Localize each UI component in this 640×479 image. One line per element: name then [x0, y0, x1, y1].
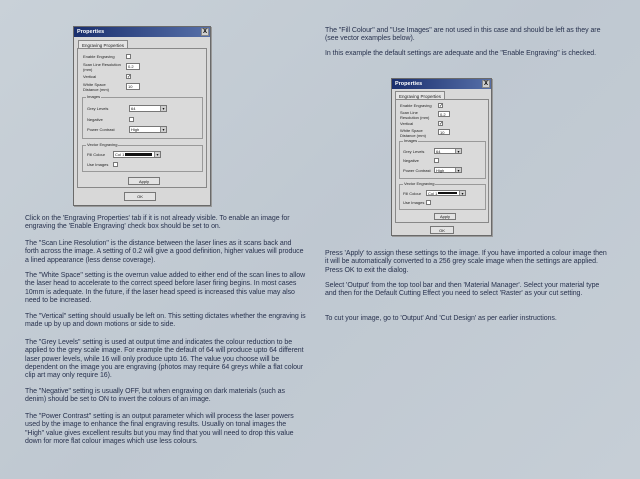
chevron-down-icon: ▾ — [154, 152, 160, 157]
right-paragraph-1: The "Fill Colour" and "Use Images" are not used in this case and should be left as they are (see vector examples below). — [325, 27, 601, 43]
left-paragraph-5: The "Grey Levels" setting is used at output time and indicates the colour reduction to be applied to the grey scale image. For example the default of 64 will produce upto 64 different laser power levels, while 16 will only produce upto 16. The value you choose will be dependent on the image you are engraving (photos may require 64 greys while a flat colour clip art may only require 16). — [25, 339, 304, 380]
fill-colour-value: Col 1 — [115, 152, 125, 157]
right-paragraph-5: To cut your image, go to 'Output' And 'Cut Design' as per earlier instructions. — [325, 315, 557, 322]
apply-button[interactable]: Apply — [434, 213, 456, 220]
close-icon[interactable]: X — [483, 81, 488, 87]
vector-engraving-group — [399, 181, 486, 210]
dialog-titlebar — [74, 27, 210, 37]
scan-line-input[interactable]: 0.2 — [126, 63, 140, 70]
tab-engraving-properties[interactable]: Engraving Properties — [78, 40, 128, 49]
fill-colour-select[interactable] — [113, 151, 161, 158]
engraving-panel — [395, 99, 489, 223]
tab-engraving-properties[interactable]: Engraving Properties — [395, 91, 445, 100]
fill-colour-label: Fill Colour — [403, 191, 422, 196]
power-contrast-value: High — [131, 127, 140, 132]
grey-levels-label: Grey Levels — [403, 149, 425, 154]
enable-engraving-label: Enable Engraving — [83, 54, 115, 59]
grey-levels-select[interactable] — [434, 148, 462, 154]
chevron-down-icon: ▾ — [455, 168, 461, 172]
power-contrast-label: Power Contrast — [403, 168, 431, 173]
grey-levels-value: 64 — [436, 149, 441, 154]
colour-swatch — [438, 192, 457, 194]
vertical-checkbox[interactable]: ✓ — [127, 74, 132, 80]
use-images-checkbox[interactable] — [113, 162, 118, 167]
vertical-label: Vertical — [400, 121, 414, 126]
left-paragraph-3: The "White Space" setting is the overrun value added to either end of the scan lines to allow the laser head to accelerate to the correct speed before laser firing begins. In most cases 10mm is adequate. In the future, if the laser head speed is increased this value may also need to be increased. — [25, 272, 306, 304]
images-group — [82, 94, 203, 139]
negative-label: Negative — [403, 158, 419, 163]
use-images-label: Use Images — [87, 162, 109, 167]
left-paragraph-6: The "Negative" setting is usually OFF, but when engraving on dark materials (such as denim) should be set to ON to invert the colours of an image. — [25, 388, 285, 404]
images-group-title: Images — [87, 94, 101, 99]
white-space-label: White Space Distance (mm) — [83, 82, 110, 92]
enable-engraving-checkbox[interactable] — [126, 54, 131, 59]
left-paragraph-1: Click on the 'Engraving Properties' tab if it is not already visible. To enable an image for engraving the 'Enable Engraving' check box should be set to on. — [25, 215, 290, 231]
dialog-titlebar — [392, 79, 491, 89]
power-contrast-label: Power Contrast — [87, 127, 115, 132]
power-contrast-value: High — [436, 168, 445, 173]
vector-engraving-group — [82, 142, 203, 172]
white-space-input[interactable]: 10 — [438, 129, 450, 135]
power-contrast-select[interactable] — [434, 167, 462, 173]
vertical-label: Vertical — [83, 74, 97, 79]
right-paragraph-4: Select 'Output' from the top tool bar and then 'Material Manager'. Select your material type and then for the Default Cutting Effect you need to select 'Raster' as your cut setting. — [325, 282, 600, 298]
negative-checkbox[interactable] — [129, 117, 134, 122]
vector-group-title: Vector Engraving — [87, 142, 118, 147]
dialog-title: Properties — [395, 81, 423, 87]
fill-colour-value: Col 1 — [428, 191, 438, 196]
images-group-title: Images — [404, 138, 418, 143]
chevron-down-icon: ▾ — [160, 106, 166, 111]
grey-levels-value: 64 — [131, 106, 136, 111]
vector-group-title: Vector Engraving — [404, 181, 435, 186]
enable-engraving-checkbox[interactable]: ✓ — [439, 103, 444, 109]
vertical-checkbox[interactable]: ✓ — [439, 121, 444, 127]
engraving-panel — [77, 48, 207, 188]
chevron-down-icon: ▾ — [160, 127, 166, 132]
grey-levels-label: Grey Levels — [87, 106, 109, 111]
ok-button[interactable]: OK — [430, 226, 454, 234]
grey-levels-select[interactable] — [129, 105, 167, 112]
white-space-input[interactable]: 10 — [126, 83, 140, 90]
dialog-title: Properties — [77, 29, 105, 35]
chevron-down-icon: ▾ — [455, 149, 461, 153]
colour-swatch — [125, 153, 152, 156]
use-images-checkbox[interactable] — [426, 200, 431, 205]
power-contrast-select[interactable] — [129, 126, 167, 133]
scan-line-label: Scan Line Resolution (mm) — [83, 62, 121, 72]
properties-dialog-unchecked — [73, 26, 211, 206]
images-group — [399, 138, 486, 179]
left-paragraph-7: The "Power Contrast" setting is an output parameter which will process the laser powers used by the image to enhance the final engraving results. Usually on tonal images the "High" value gives excellent results but you may find that you will need to drop this value down for more flat colour images which use less colours. — [25, 413, 294, 445]
right-paragraph-3: Press 'Apply' to assign these settings to the image. If you have imported a colour image then it will be automatically converted to a 256 grey scale image when the settings are applied. Press OK to exit the dialog. — [325, 250, 607, 274]
fill-colour-label: Fill Colour — [87, 152, 106, 157]
fill-colour-select[interactable] — [426, 190, 466, 196]
properties-dialog-checked — [391, 78, 492, 236]
apply-button[interactable]: Apply — [128, 177, 160, 185]
scan-line-input[interactable]: 0.2 — [438, 111, 450, 117]
negative-label: Negative — [87, 117, 103, 122]
negative-checkbox[interactable] — [434, 158, 439, 163]
use-images-label: Use Images — [403, 200, 425, 205]
left-paragraph-4: The "Vertical" setting should usually be left on. This setting dictates whether the engraving is made up by up and down motions or side to side. — [25, 313, 306, 329]
enable-engraving-label: Enable Engraving — [400, 103, 432, 108]
left-paragraph-2: The "Scan Line Resolution" is the distance between the laser lines as it scans back and forth across the image. A setting of 0.2 will give a good definition, higher values will produce a lined appearance (less dense coverage). — [25, 240, 304, 264]
close-icon[interactable]: X — [202, 29, 207, 35]
right-paragraph-2: In this example the default settings are adequate and the "Enable Engraving" is checked. — [325, 50, 597, 57]
ok-button[interactable]: OK — [124, 192, 156, 201]
chevron-down-icon: ▾ — [459, 191, 465, 195]
white-space-label: White Space Distance (mm) — [400, 128, 427, 138]
scan-line-label: Scan Line Resolution (mm) — [400, 110, 430, 120]
